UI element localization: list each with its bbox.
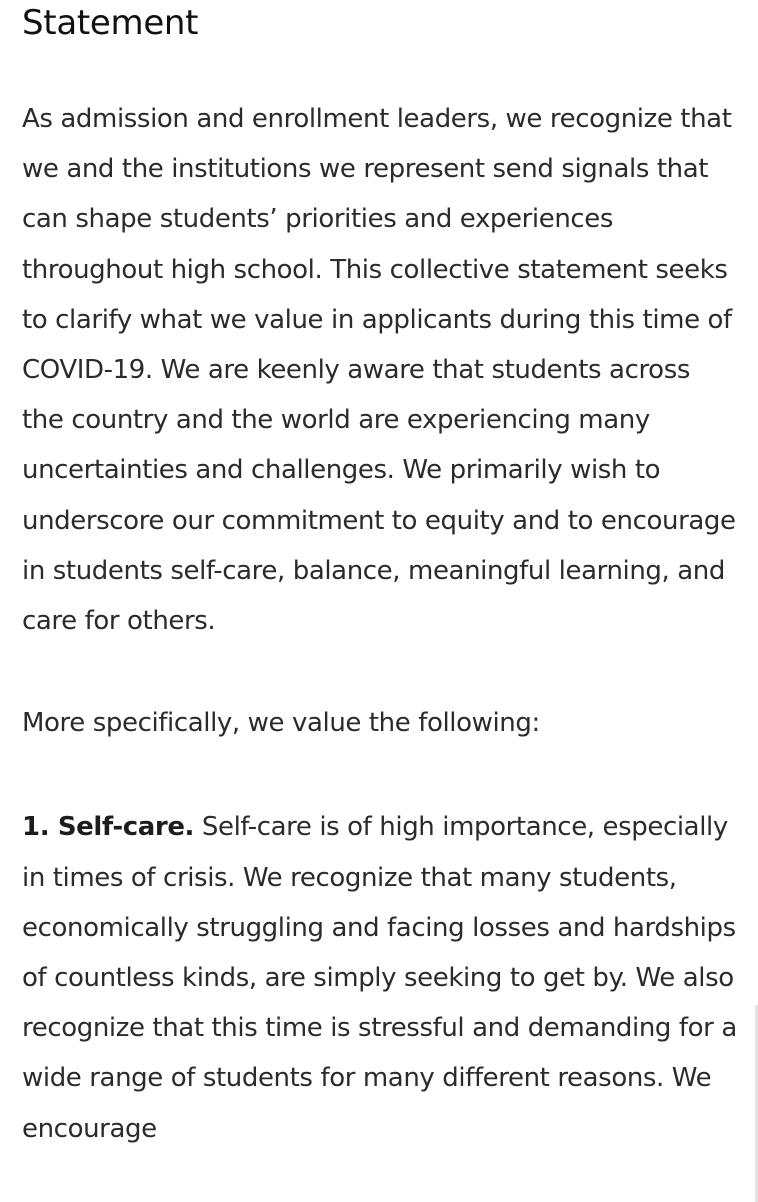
intro-paragraph: As admission and enrollment leaders, we recognize that we and the institutions we represent send signals that can shape students’ priorities and experiences throughout high school. This collective statement seeks to clarify what we value in applicants during this time of COVID-19. We are keenly aware that students across the country and the world are experiencing many uncertainties and challenges. We primarily wish to underscore our commitment to equity and to encourage in students self-care, balance, meaningful learning, and care for others.: [22, 104, 736, 637]
value-item-title: 1. Self-care.: [22, 812, 195, 843]
statement-section: [22, 0, 738, 1154]
lead-in-paragraph: More specifically, we value the following:: [22, 708, 540, 739]
section-heading: Statement: [22, 3, 199, 43]
value-item-body: Self-care is of high importance, especially in times of crisis. We recognize that many students, economically struggling and facing losses and hardships of countless kinds, are simply seeking to get by. We also recognize that this time is stressful and demanding for a wide range of students for many different reasons. We encourage: [22, 812, 737, 1144]
value-item-self-care: [22, 802, 738, 1153]
